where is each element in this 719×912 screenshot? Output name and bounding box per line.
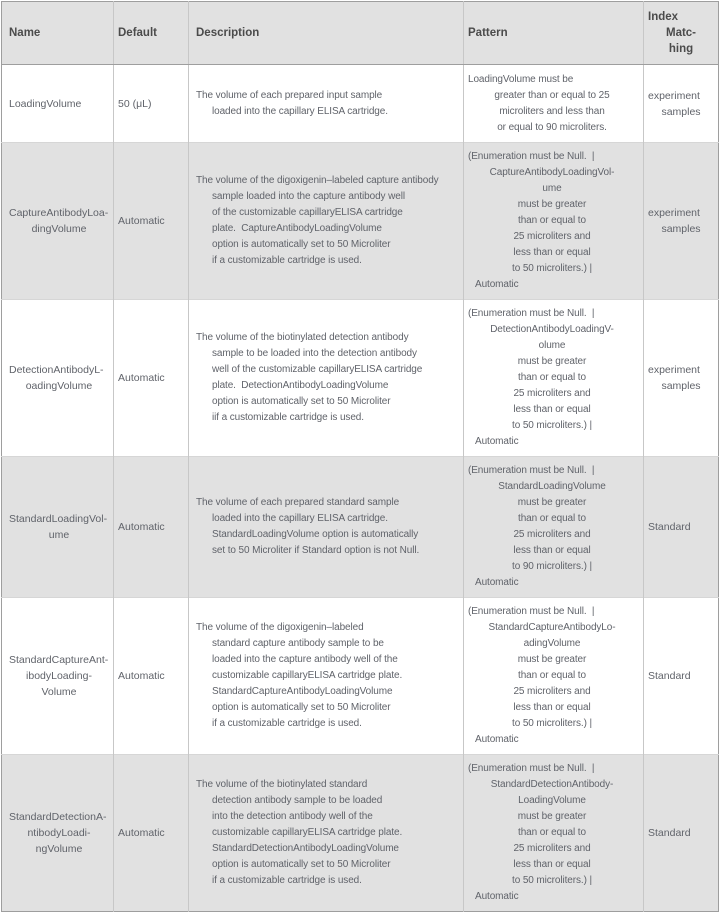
text-line: if a customizable cartridge is used. <box>212 718 362 729</box>
column-header-description <box>189 2 464 65</box>
cell-name <box>2 457 114 598</box>
text-line: ume <box>542 183 562 194</box>
text-line: samples <box>661 105 701 118</box>
text-line: CaptureAntibodyLoa- <box>9 207 109 219</box>
text-line: 25 microliters and <box>513 388 591 399</box>
cell-pattern <box>464 143 644 300</box>
text-line: adingVolume <box>523 638 581 649</box>
cell-default <box>114 755 189 912</box>
text-line: StandardCaptureAntibodyLo- <box>488 622 616 633</box>
text-line: Automatic <box>475 577 519 588</box>
text-line: Standard <box>648 827 691 839</box>
text-line: The volume of the digoxigenin–labeled <box>196 622 364 633</box>
text-line: StandardCaptureAnt- <box>9 654 109 666</box>
text-line: The volume of the biotinylated detection antibody <box>196 332 409 343</box>
text-line: must be greater <box>517 497 587 508</box>
text-line: Automatic <box>475 891 519 902</box>
text-line: set to 50 Microliter if Standard option is not Null. <box>212 545 420 556</box>
text-line: samples <box>661 223 701 235</box>
cell-default <box>114 300 189 457</box>
text-line: less than or equal <box>513 247 591 258</box>
text-line: detection antibody sample to be loaded <box>212 795 383 806</box>
text-line: LoadingVolume <box>9 97 82 110</box>
cell-description <box>189 457 464 598</box>
text-line: to 50 microliters.) | <box>512 263 592 274</box>
text-line: ibodyLoading- <box>26 670 92 682</box>
text-line: Automatic <box>118 372 165 384</box>
text-line: Standard <box>648 521 691 533</box>
column-header-default <box>114 2 189 65</box>
cell-name <box>2 598 114 755</box>
text-line: Name <box>9 27 41 39</box>
text-line: Standard <box>648 670 691 682</box>
text-line: loaded into the capillary ELISA cartridge. <box>212 105 388 117</box>
text-line: dingVolume <box>31 223 87 235</box>
text-line: sample to be loaded into the detection antibody <box>212 348 417 359</box>
text-line: Volume <box>41 686 77 698</box>
text-line: sample loaded into the capture antibody well <box>212 191 405 202</box>
text-line: (Enumeration must be Null. | <box>468 151 595 162</box>
text-line: StandardLoadingVol- <box>9 513 108 525</box>
text-line: Automatic <box>475 279 519 290</box>
text-line: Default <box>118 27 157 39</box>
text-line: StandardCaptureAntibodyLoadingVolume <box>212 686 393 697</box>
text-line: ngVolume <box>35 843 83 855</box>
text-line: than or equal to <box>518 513 586 524</box>
text-line: experiment <box>648 207 700 219</box>
text-line: StandardDetectionAntibody- <box>490 779 614 790</box>
text-line: less than or equal <box>513 859 591 870</box>
text-line: option is automatically set to 50 Microliter <box>212 702 391 713</box>
cell-index-matching <box>644 65 719 143</box>
table-row <box>2 65 719 143</box>
text-line: Index <box>648 11 679 23</box>
cell-index-matching <box>644 598 719 755</box>
text-line: must be greater <box>517 654 587 665</box>
table-body <box>2 65 719 912</box>
text-line: to 90 microliters.) | <box>512 561 592 572</box>
cell-pattern <box>464 65 644 143</box>
header-row <box>2 2 719 65</box>
cell-default <box>114 143 189 300</box>
cell-index-matching <box>644 755 719 912</box>
text-line: 25 microliters and <box>513 231 591 242</box>
table-row <box>2 457 719 598</box>
text-line: to 50 microliters.) | <box>512 875 592 886</box>
text-line: of the customizable capillaryELISA cartridge <box>212 207 403 218</box>
text-line: customizable capillaryELISA cartridge plate. <box>212 670 403 681</box>
text-line: Automatic <box>118 670 165 682</box>
text-line: (Enumeration must be Null. | <box>468 606 595 617</box>
text-line: option is automatically set to 50 Microliter <box>212 396 391 407</box>
text-line: StandardDetectionAntibodyLoadingVolume <box>212 843 399 854</box>
text-line: 25 microliters and <box>513 686 591 697</box>
column-header-name <box>2 2 114 65</box>
text-line: 50 (μL) <box>118 97 152 110</box>
text-line: loaded into the capture antibody well of the <box>212 654 398 665</box>
table-header <box>2 2 719 65</box>
text-line: Matc- <box>665 27 697 39</box>
text-line: plate. CaptureAntibodyLoadingVolume <box>212 223 382 234</box>
text-line: Description <box>196 27 260 39</box>
text-line: samples <box>661 380 701 392</box>
text-line: to 50 microliters.) | <box>512 718 592 729</box>
text-line: LoadingVolume must be <box>468 73 574 85</box>
text-line: olume <box>538 340 566 351</box>
cell-index-matching <box>644 457 719 598</box>
text-line: experiment <box>648 89 700 102</box>
text-line: Automatic <box>118 215 165 227</box>
text-line: must be greater <box>517 356 587 367</box>
text-line: StandardLoadingVolume option is automatically <box>212 529 419 540</box>
text-line: Pattern <box>468 27 508 39</box>
cell-name <box>2 300 114 457</box>
text-line: than or equal to <box>518 670 586 681</box>
text-line: customizable capillaryELISA cartridge plate. <box>212 827 403 838</box>
cell-description <box>189 755 464 912</box>
text-line: 25 microliters and <box>513 529 591 540</box>
text-line: The volume of the digoxigenin–labeled capture antibody <box>196 175 439 186</box>
cell-name <box>2 143 114 300</box>
text-line: well of the customizable capillaryELISA cartridge <box>212 364 423 375</box>
text-line: LoadingVolume <box>518 795 586 806</box>
text-line: The volume of each prepared standard sample <box>196 497 400 508</box>
cell-name <box>2 755 114 912</box>
cell-description <box>189 300 464 457</box>
text-line: less than or equal <box>513 545 591 556</box>
cell-pattern <box>464 300 644 457</box>
text-line: DetectionAntibodyLoadingV- <box>490 324 614 335</box>
text-line: standard capture antibody sample to be <box>212 638 384 649</box>
cell-description <box>189 65 464 143</box>
text-line: Automatic <box>118 521 165 533</box>
text-line: Automatic <box>475 436 519 447</box>
text-line: to 50 microliters.) | <box>512 420 592 431</box>
text-line: option is automatically set to 50 Microliter <box>212 859 391 870</box>
text-line: oadingVolume <box>25 380 93 392</box>
cell-description <box>189 598 464 755</box>
cell-description <box>189 143 464 300</box>
text-line: ume <box>48 529 70 541</box>
cell-default <box>114 598 189 755</box>
text-line: option is automatically set to 50 Microliter <box>212 239 391 250</box>
text-line: iif a customizable cartridge is used. <box>212 412 364 423</box>
text-line: less than or equal <box>513 404 591 415</box>
text-line: experiment <box>648 364 700 376</box>
table-row <box>2 300 719 457</box>
column-header-index-matching <box>644 2 719 65</box>
text-line: The volume of each prepared input sample <box>196 89 383 101</box>
text-line: than or equal to <box>518 372 586 383</box>
cell-default <box>114 457 189 598</box>
cell-pattern <box>464 598 644 755</box>
cell-index-matching <box>644 143 719 300</box>
cell-name <box>2 65 114 143</box>
text-line: DetectionAntibodyL- <box>9 364 104 376</box>
column-header-pattern <box>464 2 644 65</box>
text-line: Automatic <box>475 734 519 745</box>
text-line: StandardDetectionA- <box>9 811 107 823</box>
text-line: 25 microliters and <box>513 843 591 854</box>
text-line: if a customizable cartridge is used. <box>212 875 362 886</box>
text-line: (Enumeration must be Null. | <box>468 763 595 774</box>
text-line: must be greater <box>517 199 587 210</box>
text-line: than or equal to <box>518 827 586 838</box>
text-line: (Enumeration must be Null. | <box>468 465 595 476</box>
text-line: must be greater <box>517 811 587 822</box>
cell-pattern <box>464 457 644 598</box>
text-line: if a customizable cartridge is used. <box>212 255 362 266</box>
text-line: CaptureAntibodyLoadingVol- <box>489 167 615 178</box>
text-line: or equal to 90 microliters. <box>497 121 607 133</box>
text-line: loaded into the capillary ELISA cartridge. <box>212 513 388 524</box>
text-line: (Enumeration must be Null. | <box>468 308 595 319</box>
table-row <box>2 755 719 912</box>
text-line: into the detection antibody well of the <box>212 811 373 822</box>
text-line: less than or equal <box>513 702 591 713</box>
parameter-table <box>1 1 719 912</box>
cell-index-matching <box>644 300 719 457</box>
text-line: than or equal to <box>518 215 586 226</box>
text-line: Automatic <box>118 827 165 839</box>
cell-pattern <box>464 755 644 912</box>
text-line: greater than or equal to 25 <box>494 89 610 101</box>
text-line: The volume of the biotinylated standard <box>196 779 368 790</box>
table-row <box>2 143 719 300</box>
text-line: plate. DetectionAntibodyLoadingVolume <box>212 380 389 391</box>
text-line: microliters and less than <box>499 105 605 117</box>
text-line: ntibodyLoadi- <box>27 827 91 839</box>
text-line: StandardLoadingVolume <box>498 481 606 492</box>
text-line: hing <box>668 43 694 55</box>
cell-default <box>114 65 189 143</box>
table-row <box>2 598 719 755</box>
